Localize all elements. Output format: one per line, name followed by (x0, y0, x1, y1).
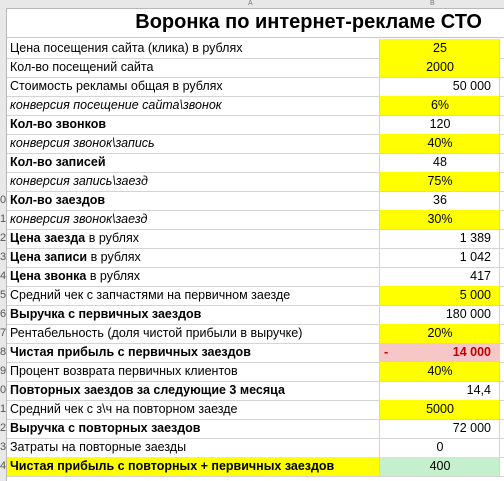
cell-label[interactable]: Рентабельность (доля чистой прибыли в выручке) (7, 324, 380, 343)
cell-label[interactable]: Кол-во посещений сайта (7, 58, 380, 77)
row-number[interactable]: 4 (0, 270, 6, 282)
cell-value[interactable] (380, 96, 500, 115)
row-number[interactable]: 5 (0, 289, 6, 301)
cell-label[interactable]: Цена посещения сайта (клика) в рублях (7, 39, 380, 58)
table-row (7, 210, 504, 230)
table-row (7, 172, 504, 192)
table-row (7, 134, 504, 154)
cell-value-text: 20% (427, 326, 453, 340)
cell-label[interactable]: конверсия звонок\заезд (7, 210, 380, 229)
table-row (7, 58, 504, 78)
cell-value[interactable] (380, 229, 500, 248)
cell-value-text: 72 000 (452, 421, 491, 435)
cell-value-text: 1 042 (459, 250, 491, 264)
cell-value[interactable] (380, 305, 500, 324)
table-row (7, 400, 504, 420)
table-row (7, 457, 504, 477)
row-number[interactable]: 4 (0, 460, 6, 472)
cell-value[interactable] (380, 324, 500, 343)
cell-value-text: 1 389 (459, 231, 491, 245)
cell-value[interactable] (380, 58, 500, 77)
table-row (7, 267, 504, 287)
table-row (7, 96, 504, 116)
cell-value-text: 180 000 (445, 307, 491, 321)
table-row (7, 115, 504, 135)
cell-value-text: 25 (433, 41, 447, 55)
table-row (7, 77, 504, 97)
cell-value[interactable] (380, 267, 500, 286)
row-number[interactable]: 0 (0, 194, 6, 206)
cell-label[interactable]: Кол-во записей (7, 153, 380, 172)
cell-label[interactable] (7, 248, 380, 267)
cell-value-text: 30% (427, 212, 453, 226)
cell-value[interactable] (380, 172, 500, 191)
row-number[interactable]: 2 (0, 232, 6, 244)
cell-label-rest: в рублях (86, 269, 141, 283)
cell-label-bold: Цена заезда (10, 231, 86, 245)
cell-value[interactable] (380, 115, 500, 134)
cell-label[interactable]: Стоимость рекламы общая в рублях (7, 77, 380, 96)
cell-value[interactable] (380, 77, 500, 96)
cell-label[interactable]: Процент возврата первичных клиентов (7, 362, 380, 381)
cell-value-text: 2000 (426, 60, 454, 74)
cell-label[interactable]: Выручка с первичных заездов (7, 305, 380, 324)
row-number[interactable]: 1 (0, 403, 6, 415)
row-number[interactable]: 0 (0, 384, 6, 396)
row-number[interactable]: 8 (0, 346, 6, 358)
cell-value[interactable] (380, 438, 500, 457)
row-number[interactable]: 3 (0, 251, 6, 263)
cell-label-rest: в рублях (85, 231, 139, 245)
table-row (7, 343, 504, 363)
table-row (7, 438, 504, 458)
cell-label[interactable]: Чистая прибыль с повторных + первичных заездов (7, 457, 380, 476)
table-row (7, 305, 504, 325)
cell-value-text: 40% (427, 364, 453, 378)
cell-label-bold: Цена звонка (10, 269, 87, 283)
cell-value-text: 5 000 (459, 288, 491, 302)
cell-label[interactable]: конверсия запись\заезд (7, 172, 380, 191)
cell-value[interactable] (380, 153, 500, 172)
cell-value[interactable] (380, 134, 500, 153)
table-row (7, 381, 504, 401)
row-number[interactable]: 1 (0, 213, 6, 225)
cell-label[interactable]: конверсия звонок\запись (7, 134, 380, 153)
cell-value-text: 50 000 (452, 79, 491, 93)
column-header-b[interactable]: B (430, 0, 435, 7)
cell-value[interactable] (380, 191, 500, 210)
cell-value[interactable] (380, 286, 500, 305)
table-row (7, 419, 504, 439)
row-number[interactable]: 2 (0, 422, 6, 434)
table-row (7, 248, 504, 268)
table-row (7, 229, 504, 249)
cell-value-text: 6% (430, 98, 450, 112)
cell-label[interactable]: Средний чек с з\ч на повторном заезде (7, 400, 380, 419)
cell-value[interactable] (380, 381, 500, 400)
cell-label[interactable] (7, 267, 380, 286)
cell-value-text: 120 (429, 117, 451, 131)
table-row (7, 362, 504, 382)
cell-label[interactable]: Повторных заездов за следующие 3 месяца (7, 381, 380, 400)
column-header-a[interactable]: A (248, 0, 253, 7)
cell-value[interactable] (380, 362, 500, 381)
cell-value-text: 5000 (426, 402, 454, 416)
row-number-gutter (0, 8, 7, 481)
cell-label[interactable]: конверсия посещение сайта\звонок (7, 96, 380, 115)
cell-value-text: 14 000 (452, 345, 491, 359)
cell-value[interactable] (380, 343, 500, 362)
cell-value-text: 0 (436, 440, 444, 454)
table-row (7, 153, 504, 173)
row-number[interactable]: 9 (0, 365, 6, 377)
cell-value-text: 75% (427, 174, 453, 188)
negative-sign: - (384, 345, 389, 359)
table-row (7, 39, 504, 59)
cell-value[interactable] (380, 39, 500, 58)
cell-value-text: 14,4 (466, 383, 491, 397)
cell-value-text: 400 (429, 459, 451, 473)
cell-value-text: 48 (433, 155, 447, 169)
table-row (7, 324, 504, 344)
cell-value[interactable] (380, 210, 500, 229)
cell-value[interactable] (380, 457, 500, 476)
sheet-title[interactable]: Воронка по интернет-рекламе СТО (7, 8, 504, 38)
cell-label[interactable]: Затраты на повторные заезды (7, 438, 380, 457)
cell-label-bold: Цена записи (10, 250, 88, 264)
cell-value-text: 40% (427, 136, 453, 150)
cell-label[interactable]: Чистая прибыль с первичных заездов (7, 343, 380, 362)
cell-label[interactable]: Кол-во заездов (7, 191, 380, 210)
cell-label[interactable]: Кол-во звонков (7, 115, 380, 134)
table-row (7, 286, 504, 306)
cell-value[interactable] (380, 248, 500, 267)
table-row (7, 191, 504, 211)
cell-value-text: 417 (470, 269, 491, 283)
cell-label[interactable] (7, 229, 380, 248)
cell-label[interactable]: Средний чек с запчастями на первичном заезде (7, 286, 380, 305)
row-number[interactable]: 3 (0, 441, 6, 453)
cell-label-rest: в рублях (87, 250, 141, 264)
cell-value[interactable] (380, 419, 500, 438)
cell-value[interactable] (380, 400, 500, 419)
cell-label[interactable]: Выручка с повторных заездов (7, 419, 380, 438)
row-number[interactable]: 7 (0, 327, 6, 339)
row-number[interactable]: 6 (0, 308, 6, 320)
cell-value-text: 36 (433, 193, 447, 207)
